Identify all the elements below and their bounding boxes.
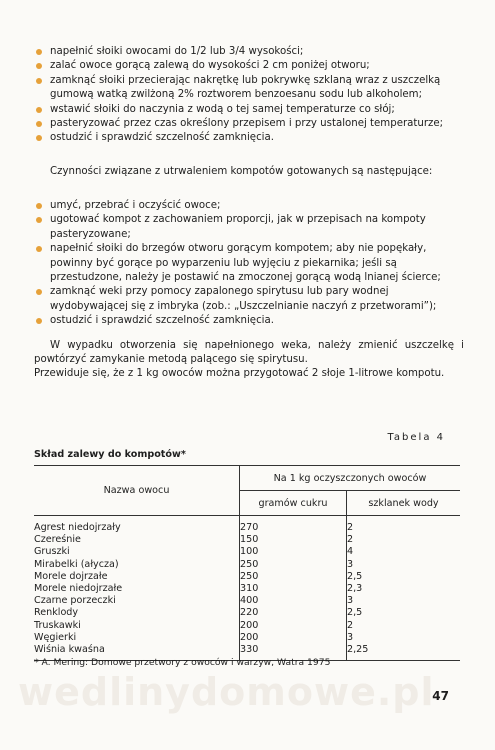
list-item: zamknąć słoiki przecierając nakrętkę lub pokrywkę szklaną wraz z uszczelką gumową watką zwilżoną 2% roztworem benzoesanu sodu lub alkoholem; — [34, 74, 464, 103]
table-row: Czarne porzeczki 400 3 — [34, 595, 354, 607]
paragraph-yield: Przewiduje się, że z 1 kg owoców można przygotować 2 słoje 1-litrowe kompotu. — [34, 368, 445, 379]
list-item: napełnić słoiki owocami do 1/2 lub 3/4 wysokości; — [34, 45, 464, 59]
list-item: pasteryzować przez czas określony przepisem i przy ustalonej temperaturze; — [34, 117, 464, 131]
intro-paragraph: Czynności związane z utrwaleniem kompotów gotowanych są następujące: — [50, 166, 433, 177]
list-item: ostudzić i sprawdzić szczelność zamknięcia. — [34, 314, 464, 328]
table-row: Truskawki 200 2 — [34, 619, 354, 631]
syrup-table — [34, 465, 460, 661]
table-label: Tabela 4 — [387, 432, 445, 443]
list-item: wstawić słoiki do naczynia z wodą o tej samej temperaturze co słój; — [34, 103, 464, 117]
column-header-fruit: Nazwa owocu — [34, 466, 240, 516]
bullet-icon — [36, 318, 42, 324]
table-row: Renklody 220 2,5 — [34, 607, 363, 619]
list-item: ugotować kompot z zachowaniem proporcji, jak w przepisach na kompoty pasteryzowane; — [34, 213, 464, 242]
steps-list-pasteurized — [34, 45, 464, 146]
watermark: wedlinydomowe.pl — [18, 670, 435, 714]
column-header-water: szklanek wody — [347, 491, 461, 516]
bullet-icon — [36, 246, 42, 252]
table-row: Węgierki 200 3 — [34, 631, 354, 643]
table-row: Mirabelki (ałycza) 250 3 — [34, 558, 354, 570]
column-group-header: Na 1 kg oczyszczonych owoców — [240, 466, 461, 491]
column-header-sugar: gramów cukru — [240, 491, 347, 516]
bullet-icon — [36, 203, 42, 209]
table-row: Czereśnie 150 2 — [34, 534, 354, 546]
table-row: Morele niedojrzałe 310 2,3 — [34, 583, 363, 595]
bullet-icon — [36, 121, 42, 127]
table-row: Gruszki 100 4 — [34, 546, 354, 558]
table-row: Morele dojrzałe 250 2,5 — [34, 570, 363, 582]
list-item: ostudzić i sprawdzić szczelność zamknięcia. — [34, 131, 464, 145]
bullet-icon — [36, 107, 42, 113]
bullet-icon — [36, 217, 42, 223]
bullet-icon — [36, 289, 42, 295]
table-title: Skład zalewy do kompotów* — [34, 449, 186, 460]
page-number: 47 — [432, 689, 449, 703]
list-item: zamknąć weki przy pomocy zapalonego spirytusu lub pary wodnej wydobywającej się z imbryka (zob.: „Uszczelnianie naczyń z przetworami”); — [34, 285, 464, 314]
bullet-icon — [36, 135, 42, 141]
steps-list-cooked — [34, 199, 464, 329]
table-row: Agrest niedojrzały 270 2 — [34, 516, 460, 535]
paragraph-reseal: W wypadku otworzenia się napełnionego weka, należy zmienić uszczelkę i powtórzyć zamykanie metodą palącego się spirytusu. — [34, 340, 464, 366]
footnote: * A. Mering: Domowe przetwory z owoców i warzyw, Watra 1975 — [34, 657, 331, 668]
list-item: napełnić słoiki do brzegów otworu gorącym kompotem; aby nie popękały, powinny być gorące po wyparzeniu lub wyjęciu z piekarnika; jeśli są przestudzone, należy je postawić na zmoczonej gorącą wodą lnianej ścierce; — [34, 242, 464, 285]
table-row: Wiśnia kwaśna 330 2,25 — [34, 644, 460, 661]
bullet-icon — [36, 78, 42, 84]
bullet-icon — [36, 49, 42, 55]
list-item: umyć, przebrać i oczyścić owoce; — [34, 199, 464, 213]
list-item: zalać owoce gorącą zalewą do wysokości 2 cm poniżej otworu; — [34, 59, 464, 73]
bullet-icon — [36, 63, 42, 69]
